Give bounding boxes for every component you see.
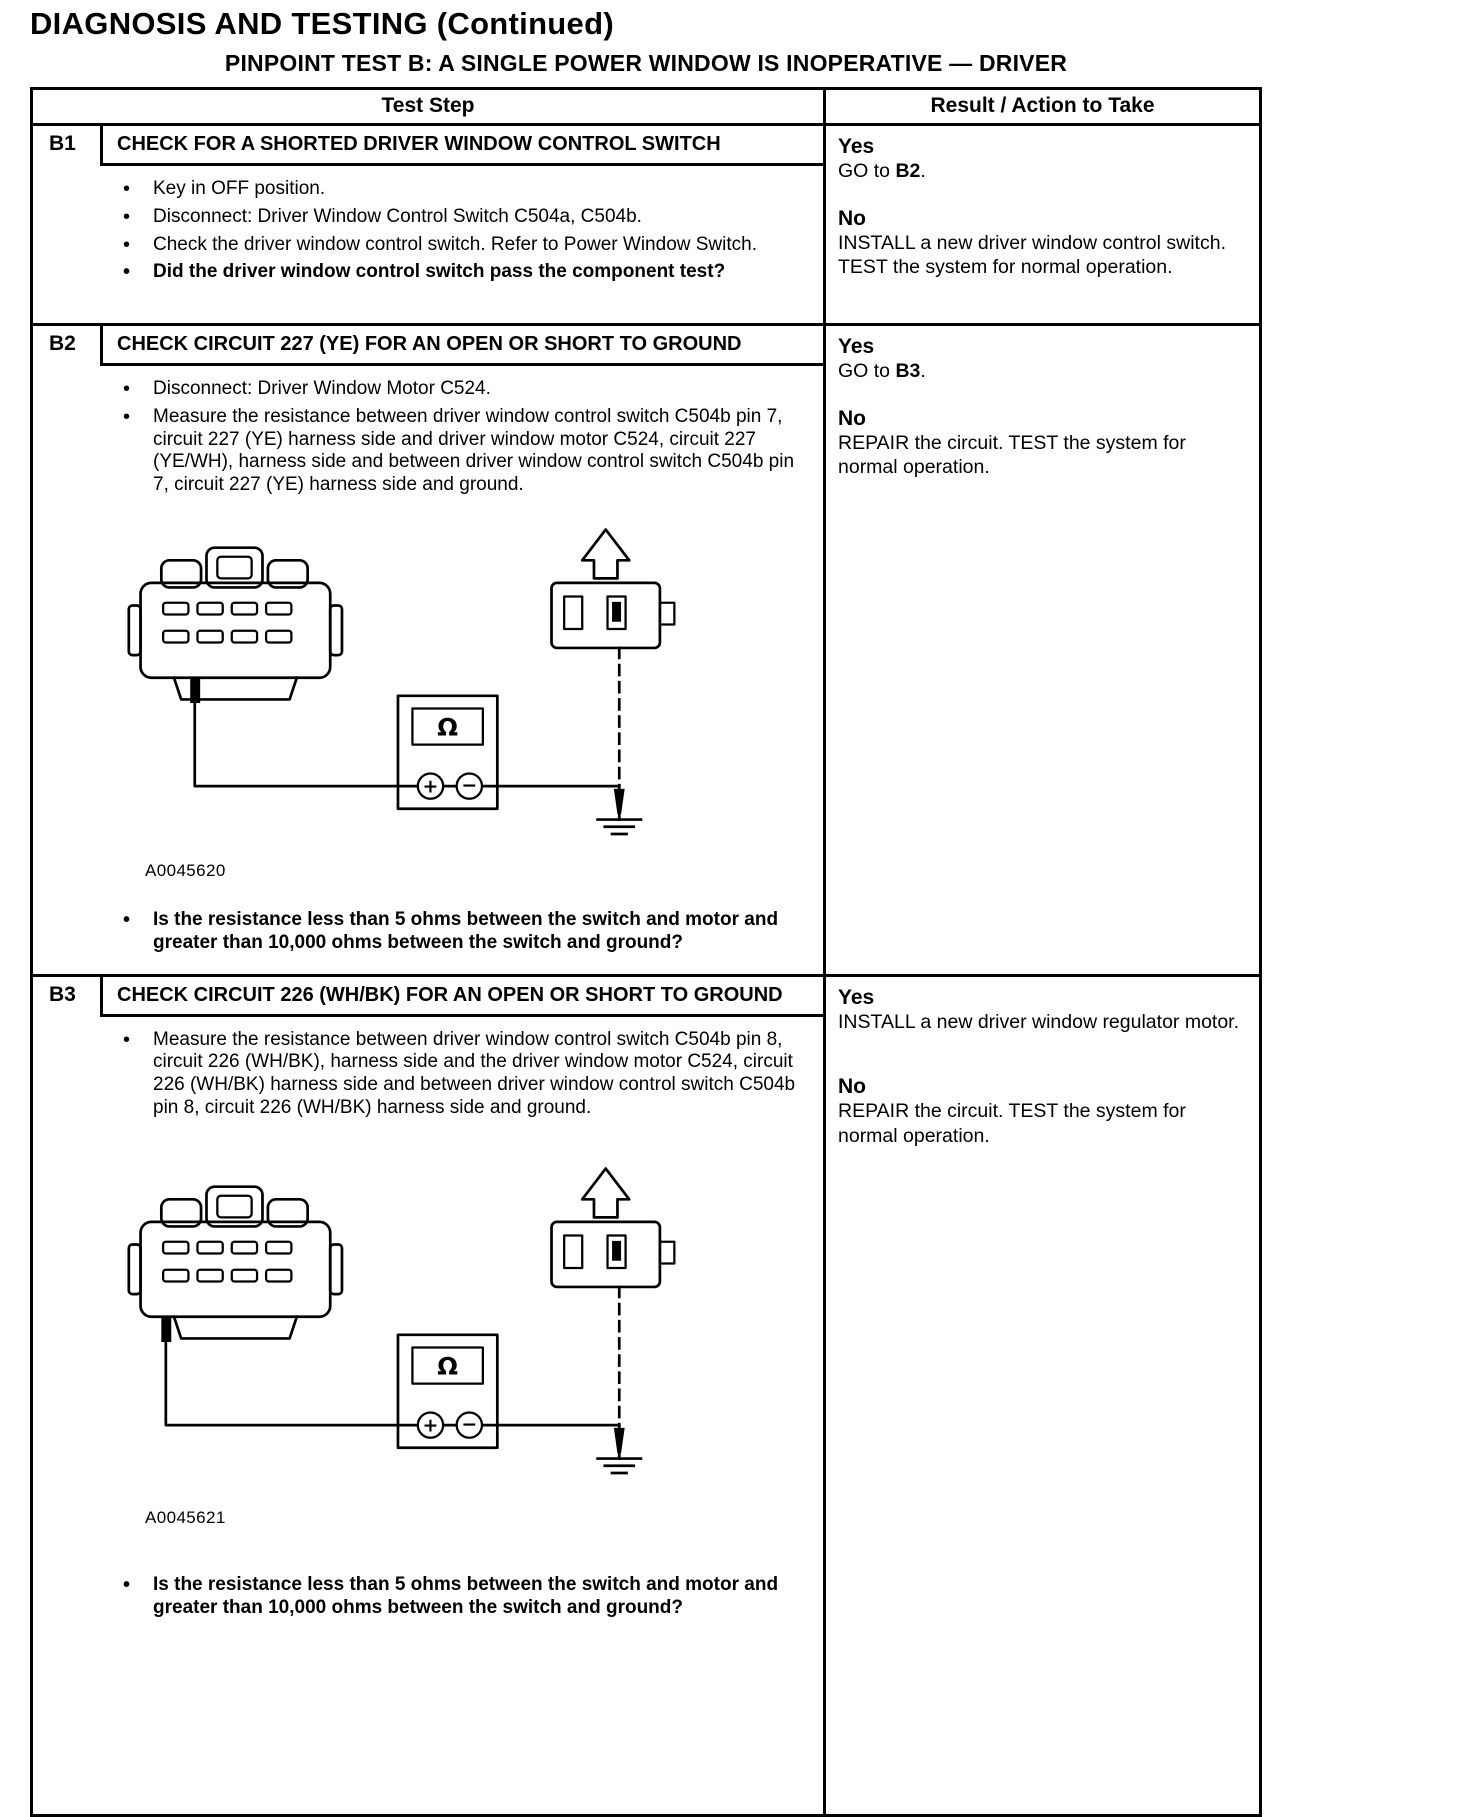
result-no-label: No [838, 206, 866, 230]
plus-terminal: + [422, 775, 439, 798]
instruction-bullet: • Disconnect: Driver Window Motor C524. [113, 378, 799, 401]
plus-terminal: + [422, 1414, 439, 1437]
window-switch-connector [129, 548, 342, 703]
step-id: B3 [33, 977, 103, 1017]
step-id: B2 [33, 326, 103, 366]
action-text: GO to [838, 160, 896, 183]
test-lead-wire [166, 1340, 619, 1425]
result-no-action: REPAIR the circuit. TEST the system for normal operation. [838, 431, 1186, 479]
action-step-ref: B3 [895, 360, 921, 383]
step-title: CHECK FOR A SHORTED DRIVER WINDOW CONTROL SWITCH [103, 126, 823, 166]
test-step-b1-left [33, 126, 823, 323]
instruction-bullet: • Measure the resistance between driver window control switch C504b pin 8, circuit 226 (WH/BK), harness side and the driver window motor C524, circuit 226 (WH/BK) harness side and between driver window control switch C504b pin 8, circuit 226 (WH/BK) harness side and ground. [113, 1029, 799, 1120]
step-instructions [33, 166, 823, 303]
result-yes-action [838, 359, 1245, 383]
step-header-band [33, 977, 823, 1017]
wiring-diagram-svg [127, 1154, 687, 1484]
wiring-diagram-svg [127, 515, 687, 845]
question-bullet: • Did the driver window control switch pass the component test? [113, 261, 799, 284]
motor-test-pin [612, 1241, 621, 1261]
question-bullet: • Is the resistance less than 5 ohms between the switch and motor and greater than 10,000 ohms between the switch and ground? [113, 1574, 799, 1620]
figure-id: A0045620 [145, 860, 226, 880]
action-text: GO to [838, 360, 896, 383]
step-title: CHECK CIRCUIT 227 (YE) FOR AN OPEN OR SHORT TO GROUND [103, 326, 823, 366]
result-cell-b3 [823, 977, 1259, 1814]
ground-symbol [598, 1428, 641, 1473]
step-id: B1 [33, 126, 103, 166]
result-cell-b1 [823, 126, 1259, 323]
window-motor-connector [552, 530, 675, 648]
column-header-test-step: Test Step [381, 94, 475, 117]
test-step-b2 [33, 323, 1259, 974]
result-yes-action: INSTALL a new driver window regulator motor. [838, 1010, 1240, 1033]
ohm-symbol: Ω [437, 712, 459, 742]
instruction-bullet: • Measure the resistance between driver window control switch C504b pin 7, circuit 227 (YE) harness side and driver window motor C524, circuit 227 (YE/WH), harness side and between driver window control switch C504b pin 7, circuit 227 (YE) harness side and ground. [113, 406, 799, 497]
result-no-label: No [838, 1075, 866, 1099]
action-text: . [920, 160, 926, 183]
removal-arrow-icon [582, 1168, 629, 1217]
test-step-b3-left [33, 977, 823, 1814]
minus-terminal: − [461, 1413, 478, 1436]
result-yes-label: Yes [838, 135, 875, 158]
instruction-bullet: • Disconnect: Driver Window Control Switch C504a, C504b. [113, 206, 799, 229]
table-header-row [33, 90, 1259, 123]
action-step-ref: B2 [895, 160, 921, 183]
test-step-b2-left [33, 326, 823, 974]
step-instructions [33, 366, 823, 974]
instruction-bullet: • Key in OFF position. [113, 178, 799, 201]
wiring-diagram-b3 [127, 1154, 799, 1528]
step-header-band [33, 326, 823, 366]
motor-test-pin [612, 602, 621, 622]
figure-id: A0045621 [145, 1507, 226, 1527]
result-yes-action [838, 159, 1245, 183]
result-cell-b2 [823, 326, 1259, 974]
ohm-symbol: Ω [437, 1351, 459, 1381]
switch-test-pin [190, 678, 200, 703]
result-no-label: No [838, 406, 866, 430]
question-bullet: • Is the resistance less than 5 ohms between the switch and motor and greater than 10,000 ohms between the switch and ground? [113, 909, 799, 955]
wiring-diagram-b2 [127, 515, 799, 881]
result-no-action: REPAIR the circuit. TEST the system for normal operation. [838, 1100, 1186, 1147]
action-text: . [920, 360, 926, 383]
pinpoint-test-table [30, 87, 1262, 1817]
column-header-result: Result / Action to Take [823, 90, 1259, 123]
window-motor-connector [552, 1168, 675, 1286]
result-yes-label: Yes [838, 985, 875, 1009]
window-switch-connector [129, 1186, 342, 1341]
minus-terminal: − [461, 774, 478, 797]
ground-symbol [598, 789, 641, 834]
test-step-b3 [33, 974, 1259, 1814]
removal-arrow-icon [582, 530, 629, 579]
page-title: DIAGNOSIS AND TESTING (Continued) [30, 6, 614, 41]
instruction-bullet: • Check the driver window control switch. Refer to Power Window Switch. [113, 234, 799, 257]
pinpoint-test-subtitle: PINPOINT TEST B: A SINGLE POWER WINDOW IS INOPERATIVE — DRIVER [224, 50, 1068, 76]
result-no-action: INSTALL a new driver window control switch. TEST the system for normal operation. [838, 231, 1226, 279]
switch-test-pin [161, 1317, 171, 1342]
step-header-band [33, 126, 823, 166]
step-instructions [33, 1017, 823, 1639]
step-title: CHECK CIRCUIT 226 (WH/BK) FOR AN OPEN OR SHORT TO GROUND [103, 977, 823, 1017]
result-yes-label: Yes [838, 335, 875, 358]
test-step-b1 [33, 123, 1259, 323]
